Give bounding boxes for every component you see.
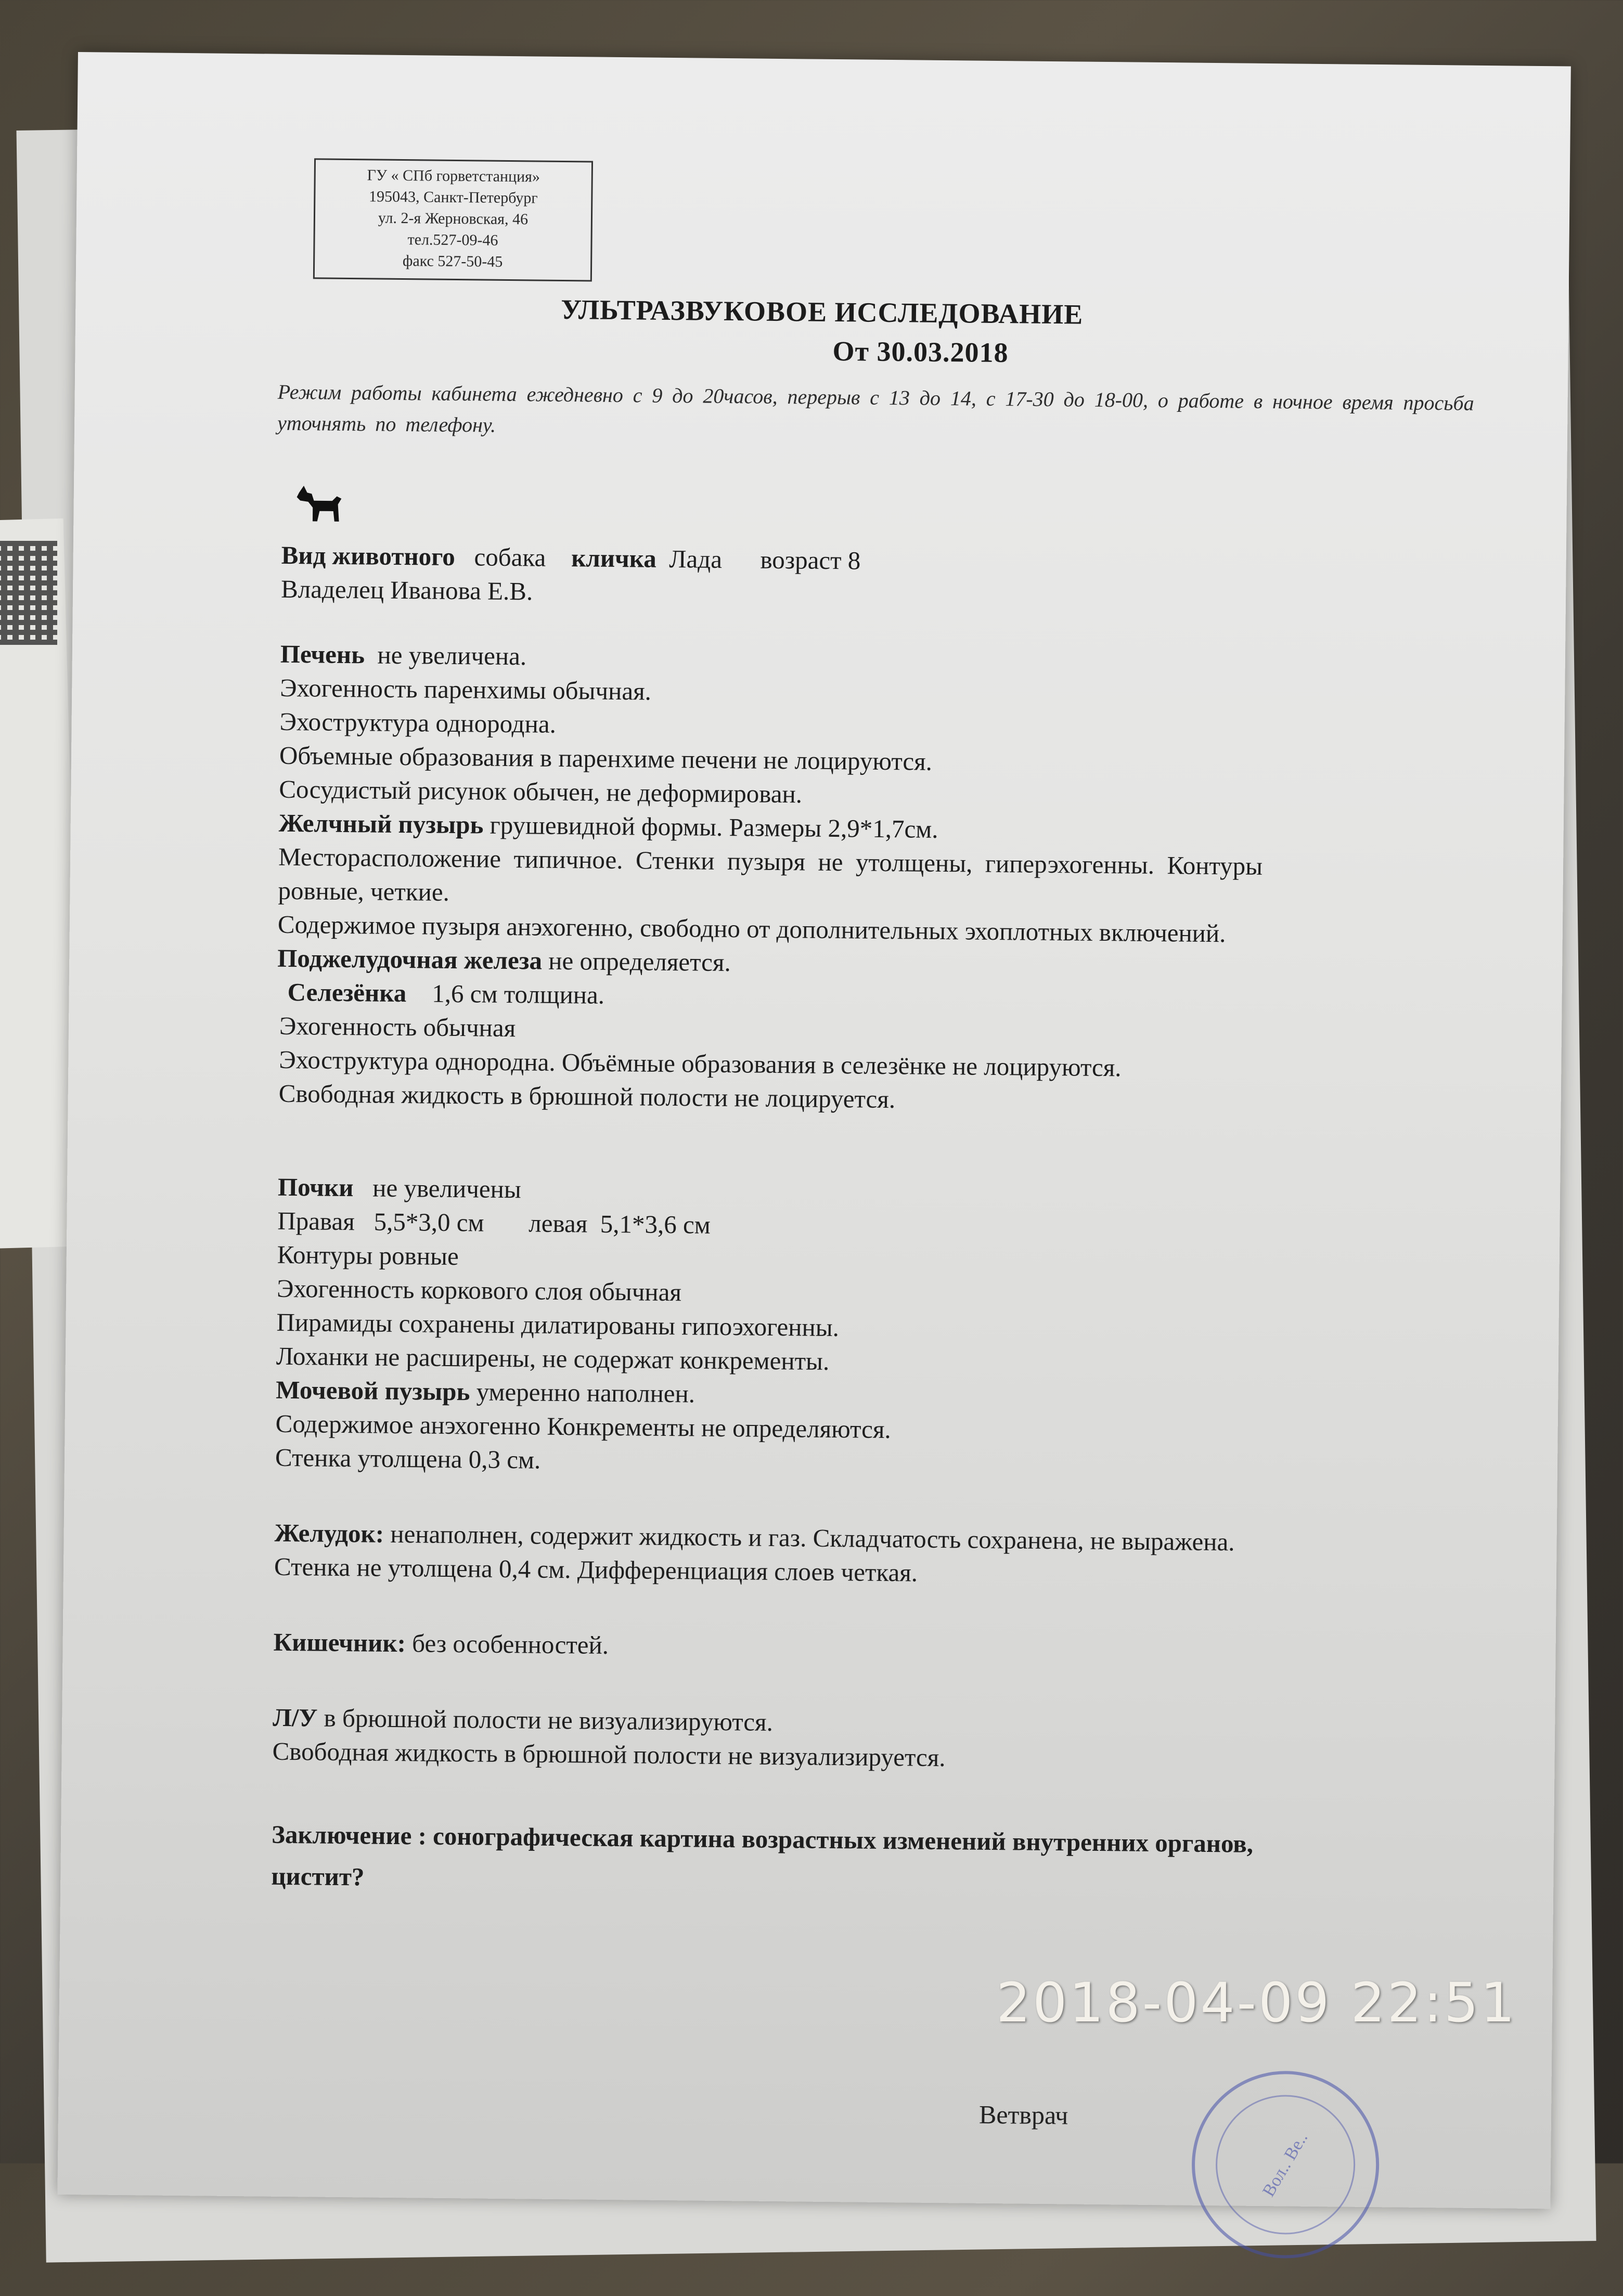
document-page	[57, 52, 1570, 2209]
clinic-name: ГУ « СПб горветстанция»	[367, 166, 540, 186]
conclusion-line-2: цистит?	[271, 1861, 365, 1891]
kidneys-line-2: Эхогенность коркового слоя обычная	[276, 1274, 682, 1307]
lymph-label: Л/У	[273, 1703, 318, 1732]
liver-line-4: Сосудистый рисунок обычен, не деформирован.	[279, 774, 803, 809]
pet-name-value: Лада	[669, 544, 723, 574]
spleen-line-2: Эхоструктура однородна. Объёмные образования в селезёнке не лоцируются.	[279, 1045, 1122, 1082]
spleen-line-1: Эхогенность обычная	[279, 1011, 516, 1043]
bladder-heading	[276, 1375, 695, 1409]
bladder-line-1: Содержимое анэхогенно Конкременты не определяются.	[275, 1409, 891, 1444]
signature-label: Ветврач	[978, 2099, 1068, 2130]
pancreas-text: не определяется.	[548, 946, 731, 977]
liver-size: не увеличена.	[377, 640, 527, 671]
liver-label: Печень	[280, 639, 365, 669]
pancreas-line	[277, 943, 731, 977]
dog-icon	[292, 475, 350, 533]
clinic-phone: тел.527-09-46	[407, 231, 498, 249]
gallbladder-line-1: Месторасположение типичное. Стенки пузыря не утолщены, гиперэхогенны. Контуры	[278, 842, 1263, 880]
right-kidney: Правая 5,5*3,0 см	[277, 1206, 484, 1237]
intestine-text: без особенностей.	[411, 1629, 609, 1659]
kidneys-label: Почки	[277, 1172, 354, 1202]
left-kidney: левая 5,1*3,6 см	[529, 1209, 711, 1239]
pancreas-label: Поджелудочная железа	[277, 943, 543, 975]
stomach-label: Желудок:	[274, 1518, 384, 1548]
lymph-line-1: Свободная жидкость в брюшной полости не визуализируется.	[272, 1736, 946, 1772]
lymph-text: в брюшной полости не визуализируются.	[324, 1703, 774, 1736]
clinic-address-line1: 195043, Санкт-Петербург	[368, 188, 538, 207]
bladder-label: Мочевой пузырь	[276, 1375, 470, 1406]
spleen-line-3: Свободная жидкость в брюшной полости не лоцируется.	[278, 1079, 896, 1114]
spleen-label: Селезёнка	[287, 977, 407, 1008]
liver-heading	[280, 639, 527, 671]
clinic-address-box	[313, 158, 593, 281]
species-value: собака	[474, 542, 546, 572]
gallbladder-line-2: ровные, четкие.	[278, 876, 450, 906]
working-hours-notice: Режим работы кабинета ежедневно с 9 до 20часов, перерыв с 13 до 14, с 17-30 до 18-00, о работе в ночное время просьба уточнять по телефону.	[277, 380, 1474, 437]
gallbladder-line-3: Содержимое пузыря анэхогенно, свободно от дополнительных эхоплотных включений.	[277, 910, 1226, 948]
bladder-line-2: Стенка утолщена 0,3 см.	[275, 1443, 541, 1474]
species-label: Вид животного	[281, 540, 456, 572]
gallbladder-heading	[279, 808, 938, 844]
intestine-label: Кишечник:	[273, 1627, 406, 1658]
stomach-heading	[274, 1518, 1234, 1557]
stamp-text: Вол.. Ве..	[1259, 2129, 1312, 2200]
document-date: От 30.03.2018	[832, 335, 1009, 369]
kidneys-line-3: Пирамиды сохранены дилатированы гипоэхогенны.	[276, 1307, 840, 1342]
photo-timestamp: 2018-04-09 22:51	[996, 1971, 1517, 2034]
spleen-heading	[287, 977, 604, 1010]
liver-line-3: Объемные образования в паренхиме печени не лоцируются.	[279, 741, 933, 776]
document-title: УЛЬТРАЗВУКОВОЕ ИССЛЕДОВАНИЕ	[561, 293, 1084, 330]
owner-line: Владелец Иванова Е.В.	[280, 574, 533, 606]
kidneys-line-1: Контуры ровные	[277, 1240, 459, 1271]
clinic-address-line2: ул. 2-я Жерновская, 46	[378, 209, 529, 228]
lymph-heading	[273, 1703, 773, 1737]
liver-line-2: Эхоструктура однородна.	[279, 707, 557, 738]
kidneys-line-4: Лоханки не расширены, не содержат конкременты.	[276, 1341, 830, 1376]
stomach-line-1: Стенка не утолщена 0,4 см. Дифференциация слоев четкая.	[274, 1552, 918, 1587]
kidneys-dimensions	[277, 1206, 711, 1240]
bladder-text: умеренно наполнен.	[476, 1377, 695, 1408]
intestine-line	[273, 1627, 609, 1660]
kidneys-size: не увеличены	[372, 1173, 522, 1204]
spleen-text: 1,6 см толщина.	[432, 979, 605, 1009]
pet-age: возраст 8	[760, 545, 861, 575]
pet-name-label: кличка	[571, 543, 657, 573]
gallbladder-text: грушевидной формы. Размеры 2,9*1,7см.	[490, 810, 938, 844]
clinic-round-stamp	[1157, 2036, 1414, 2293]
clinic-fax: факс 527-50-45	[402, 252, 503, 270]
stomach-text: ненаполнен, содержит жидкость и газ. Складчатость сохранена, не выражена.	[390, 1519, 1235, 1556]
qr-code-fragment	[0, 541, 57, 645]
gallbladder-label: Желчный пузырь	[278, 808, 484, 839]
conclusion-line-1: Заключение : сонографическая картина возрастных изменений внутренних органов,	[271, 1820, 1254, 1858]
liver-line-1: Эхогенность паренхимы обычная.	[280, 673, 652, 706]
kidneys-heading	[278, 1172, 521, 1204]
patient-line	[281, 540, 860, 576]
